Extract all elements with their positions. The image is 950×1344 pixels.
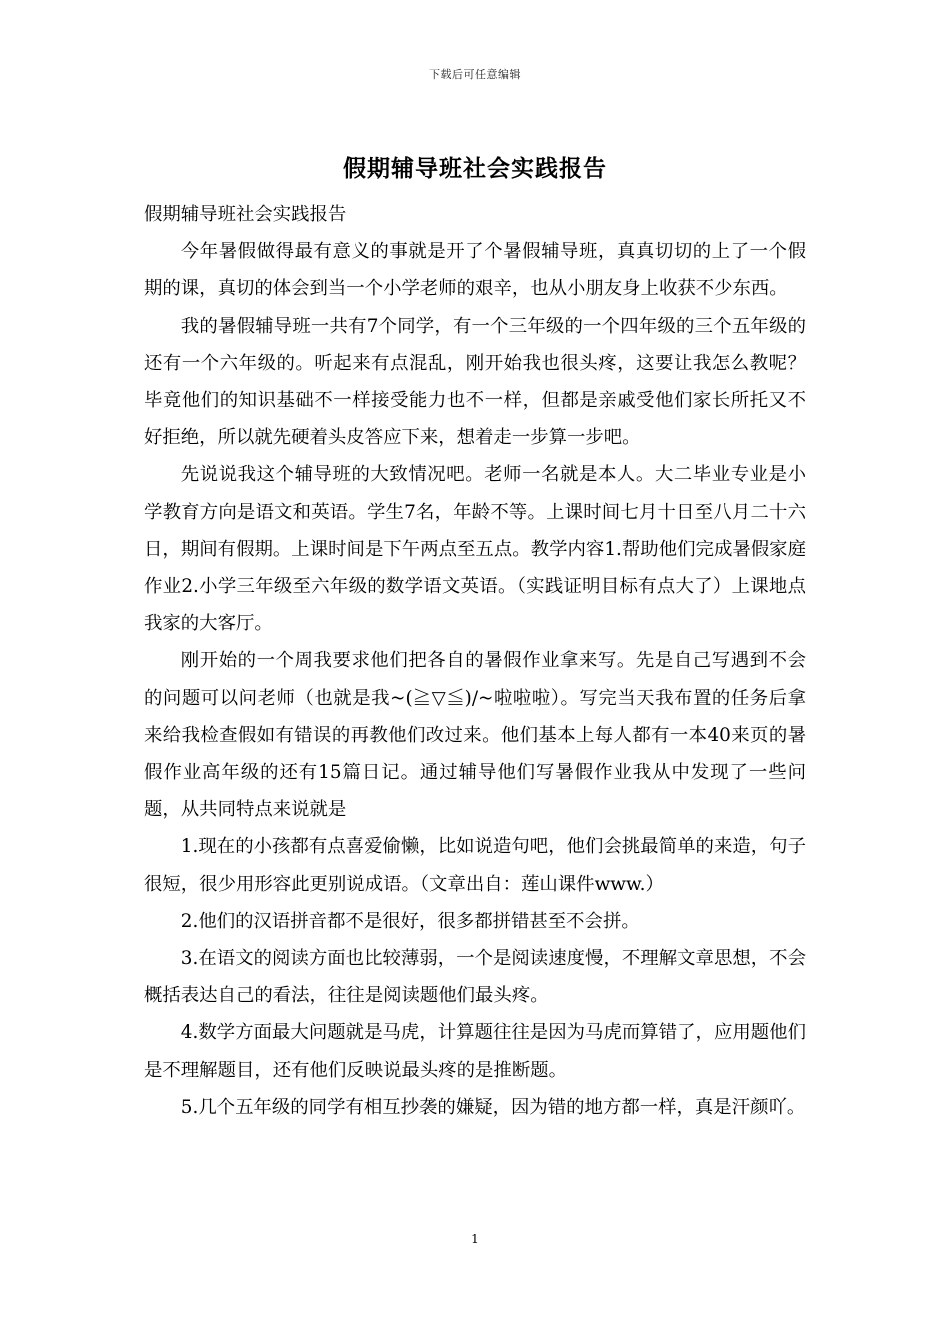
list-item: 1.现在的小孩都有点喜爱偷懒，比如说造句吧，他们会挑最简单的来造，句子很短，很少用形容此更别说成语。（文章出自：莲山课件www.） [144, 836, 806, 895]
paragraph: 先说说我这个辅导班的大致情况吧。老师一名就是本人。大二毕业专业是小学教育方向是语文和英语。学生7名，年龄不等。上课时间七月十日至八月二十六日，期间有假期。上课时间是下午两点至五点。教学内容1.帮助他们完成暑假家庭作业2.小学三年级至六年级的数学语文英语。（实践证明目标有点大了）上课地点我家的大客厅。 [144, 464, 806, 635]
paragraph: 刚开始的一个周我要求他们把各自的暑假作业拿来写。先是自己写遇到不会的问题可以问老师（也就是我~(≧▽≦)/~啦啦啦）。写完当天我布置的任务后拿来给我检查假如有错误的再教他们改过来。他们基本上每人都有一本40来页的暑假作业高年级的还有15篇日记。通过辅导他们写暑假作业我从中发现了一些问题，从共同特点来说就是 [144, 650, 806, 821]
list-item: 5.几个五年级的同学有相互抄袭的嫌疑，因为错的地方都一样，真是汗颜吖。 [180, 1096, 806, 1118]
list-item: 3.在语文的阅读方面也比较薄弱，一个是阅读速度慢，不理解文章思想，不会概括表达自己的看法，往往是阅读题他们最头疼。 [144, 948, 806, 1007]
paragraph: 今年暑假做得最有意义的事就是开了个暑假辅导班，真真切切的上了一个假期的课，真切的体会到当一个小学老师的艰辛，也从小朋友身上收获不少东西。 [144, 241, 806, 300]
list-item: 2.他们的汉语拼音都不是很好，很多都拼错甚至不会拼。 [180, 910, 640, 932]
list-item: 4.数学方面最大问题就是马虎，计算题往往是因为马虎而算错了，应用题他们是不理解题目，还有他们反映说最头疼的是推断题。 [144, 1022, 806, 1081]
header-note: 下载后可任意编辑 [429, 68, 521, 81]
document-body [144, 196, 806, 1126]
document-title: 假期辅导班社会实践报告 [343, 155, 607, 182]
paragraph: 我的暑假辅导班一共有7个同学，有一个三年级的一个四年级的三个五年级的还有一个六年级的。听起来有点混乱，刚开始我也很头疼，这要让我怎么教呢？毕竟他们的知识基础不一样接受能力也不一样，但都是亲戚受他们家长所托又不好拒绝，所以就先硬着头皮答应下来，想着走一步算一步吧。 [144, 315, 806, 449]
page-number: 1 [471, 1232, 479, 1246]
document-subtitle: 假期辅导班社会实践报告 [144, 204, 347, 225]
